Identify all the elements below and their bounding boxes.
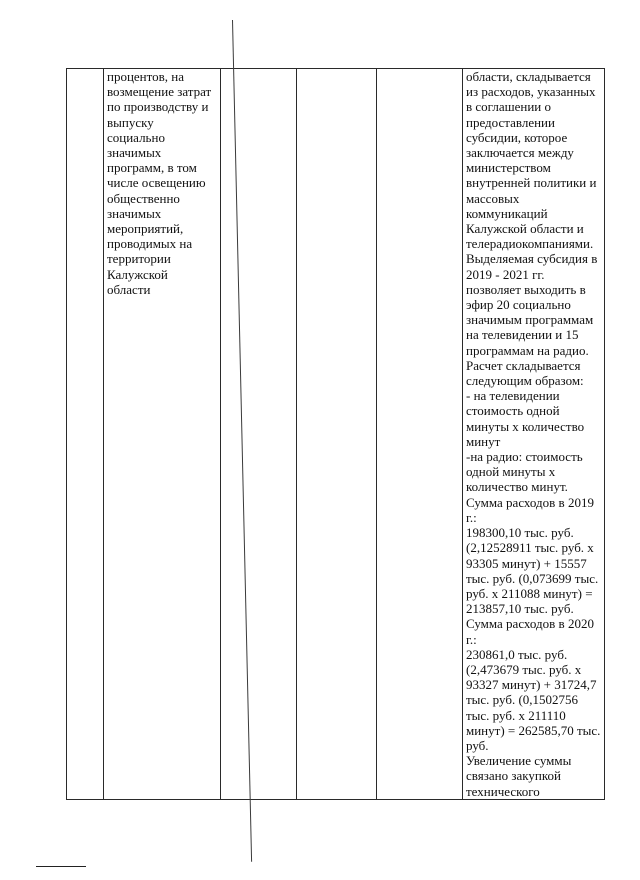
calculation-text: области, складывается из расходов, указанных в соглашении о предоставлении субсидии, которое заключается между министерством внутренней политики и массовых коммуникаций Калужской области и телерадиокомпаниями. Выделяемая субсидия в 2019 - 2021 гг. позволяет выходить в эфир 20 социально значимым программам на телевидении и 15 программам на радио. Расчет складывается следующим образом: - на телевидении стоимость одной минуты х количество минут -на радио: стоимость одной минуты х количество минут. Сумма расходов в 2019 г.: 198300,10 тыс. руб. (2,12528911 тыс. руб. х 93305 минут) + 15557 тыс. руб. (0,073699 тыс. руб. х 211088 минут) = 213857,10 тыс. руб. Сумма расходов в 2020 г.: 230861,0 тыс. руб. (2,473679 тыс. руб. х 93327 минут) + 31724,7 тыс. руб. (0,1502756 тыс. руб. х 211110 минут) = 262585,70 тыс. руб. Увеличение суммы связано закупкой технического (466, 69, 601, 799)
purpose-text: процентов, на возмещение затрат по производству и выпуску социально значимых программ, в том числе освещению общественно значимых мероприятий, проводимых на территории Калужской области (107, 69, 212, 297)
table-cell-empty-3 (221, 69, 297, 800)
table-cell-calculation (463, 69, 605, 800)
table-cell-empty-4 (297, 69, 377, 800)
table-cell-number (67, 69, 104, 800)
budget-justification-table (66, 68, 605, 800)
table-cell-purpose (104, 69, 221, 800)
table-cell-empty-5 (377, 69, 463, 800)
table-row (67, 69, 605, 800)
footnote-rule (36, 866, 86, 867)
